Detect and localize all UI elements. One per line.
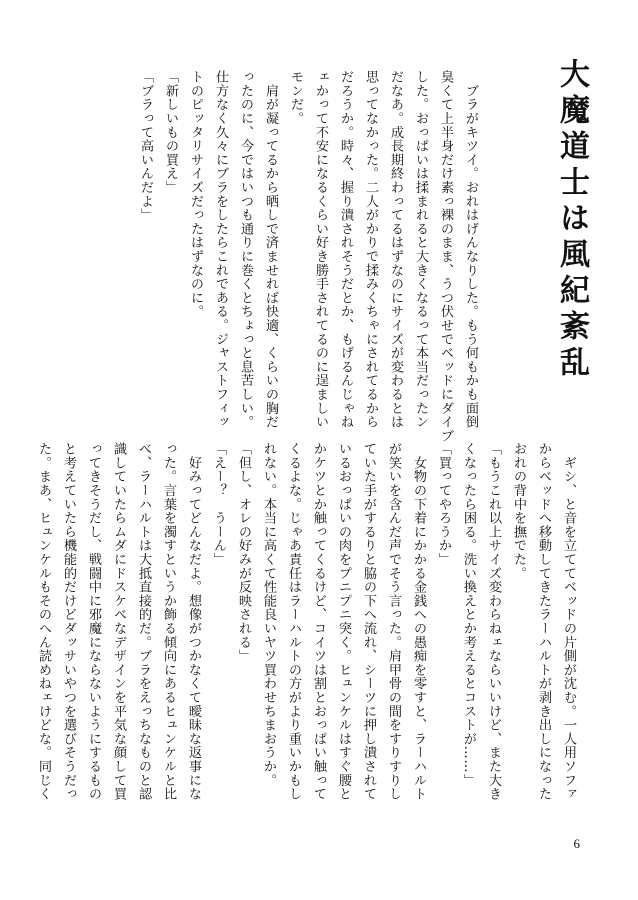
text-line: れない。本当に高くて性能良いヤツ買わせちまおうか。 bbox=[261, 442, 276, 787]
text-line: 好みってどんなだよ。想像がつかなくて曖昧な返事にな bbox=[186, 442, 201, 801]
text-line: ってきそうだし、戦闘中に邪魔にならないようにするもの bbox=[86, 442, 101, 801]
text-line: べ、ラーハルトは大抵直接的だ。ブラをえっちなものと認 bbox=[136, 442, 151, 801]
text-line: おれの背中を撫でた。 bbox=[511, 442, 526, 580]
text-line: 「新しいもの買え」 bbox=[163, 70, 178, 195]
text-line: 仕方なく久々にブラをしたらこれである。ジャストフィッ bbox=[213, 70, 228, 429]
text-block-lower bbox=[31, 442, 581, 832]
text-line: ったのに、今ではいつも通りに巻くとちょっと息苦しい。 bbox=[238, 70, 253, 429]
text-line: 「えー？ うーん」 bbox=[211, 442, 226, 567]
text-line: ェかって不安になるくらい好き勝手されてるのに逞ましい bbox=[313, 70, 328, 429]
text-line: が笑いを含んだ声でそう言った。肩甲骨の間をすりすりし bbox=[386, 442, 401, 801]
text-line: った。言葉を濁すというか飾る傾向にあるヒュンケルと比 bbox=[161, 442, 176, 801]
text-line: かケツとか触ってくるけど、コイツは割とおっぱい触って bbox=[311, 442, 326, 801]
text-line: 「もうこれ以上サイズ変わらねェならいいけど、また大き bbox=[486, 442, 501, 801]
text-line: ていた手がするりと脇の下へ流れ、シーツに押し潰されて bbox=[361, 442, 376, 801]
text-line: と考えていたら機能的だけどダッサいやつを選びそうだっ bbox=[61, 442, 76, 801]
text-line: くるよな。じゃあ責任はラーハルトの方がより重いかもし bbox=[286, 442, 301, 801]
text-line: だろうか。時々、握り潰されそうだとか、もげるんじゃね bbox=[338, 70, 353, 429]
text-line: た。まあ、ヒュンケルもそのへん読めねェけどな。同じく bbox=[36, 442, 51, 801]
text-line: モンだ。 bbox=[288, 70, 303, 126]
text-line: からベッドへ移動してきたラーハルトが剥き出しになった bbox=[536, 442, 551, 801]
text-line: 思ってなかった。二人がかりで揉みくちゃにされてるから bbox=[363, 70, 378, 429]
text-line: トのピッタリサイズだったはずなのに。 bbox=[188, 70, 203, 319]
text-line: 「買ってやろうか」 bbox=[436, 442, 451, 567]
text-line: 女物の下着にかかる金銭への愚痴を零すと、ラーハルト bbox=[411, 442, 426, 801]
text-line: 臭くて上半身だけ素っ裸のまま、うつ伏せでベッドにダイブ bbox=[438, 70, 453, 443]
chapter-title: 大魔道士は風紀紊乱 bbox=[554, 58, 589, 382]
text-line: ギシ、と音を立ててベッドの片側が沈む。一人用ソファ bbox=[561, 442, 576, 801]
text-line: だなあ。成長期終わってるはずなのにサイズが変わるとは bbox=[388, 70, 403, 429]
text-line: ブラがキツイ。おれはげんなりした。もう何もかも面倒 bbox=[463, 70, 478, 429]
text-line: 肩が凝ってるから晒しで済ませれば快適、くらいの胸だ bbox=[263, 70, 278, 429]
text-line: 「但し、オレの好みが反映される」 bbox=[236, 442, 251, 663]
text-line: くなったら困る。洗い換えとか考えるとコストが……」 bbox=[461, 442, 476, 787]
text-line: 識していたらムダにドスケベなデザインを平気な顔して買 bbox=[111, 442, 126, 801]
text-block-upper bbox=[133, 70, 483, 443]
text-line: 「ブラって高いんだよ」 bbox=[138, 70, 153, 222]
text-line: した。おっぱいは揉まれると大きくなるって本当だったン bbox=[413, 70, 428, 429]
page-number: 6 bbox=[573, 836, 580, 851]
text-line: いるおっぱいの肉をプニプニ突く。ヒュンケルはすぐ腰と bbox=[336, 442, 351, 801]
